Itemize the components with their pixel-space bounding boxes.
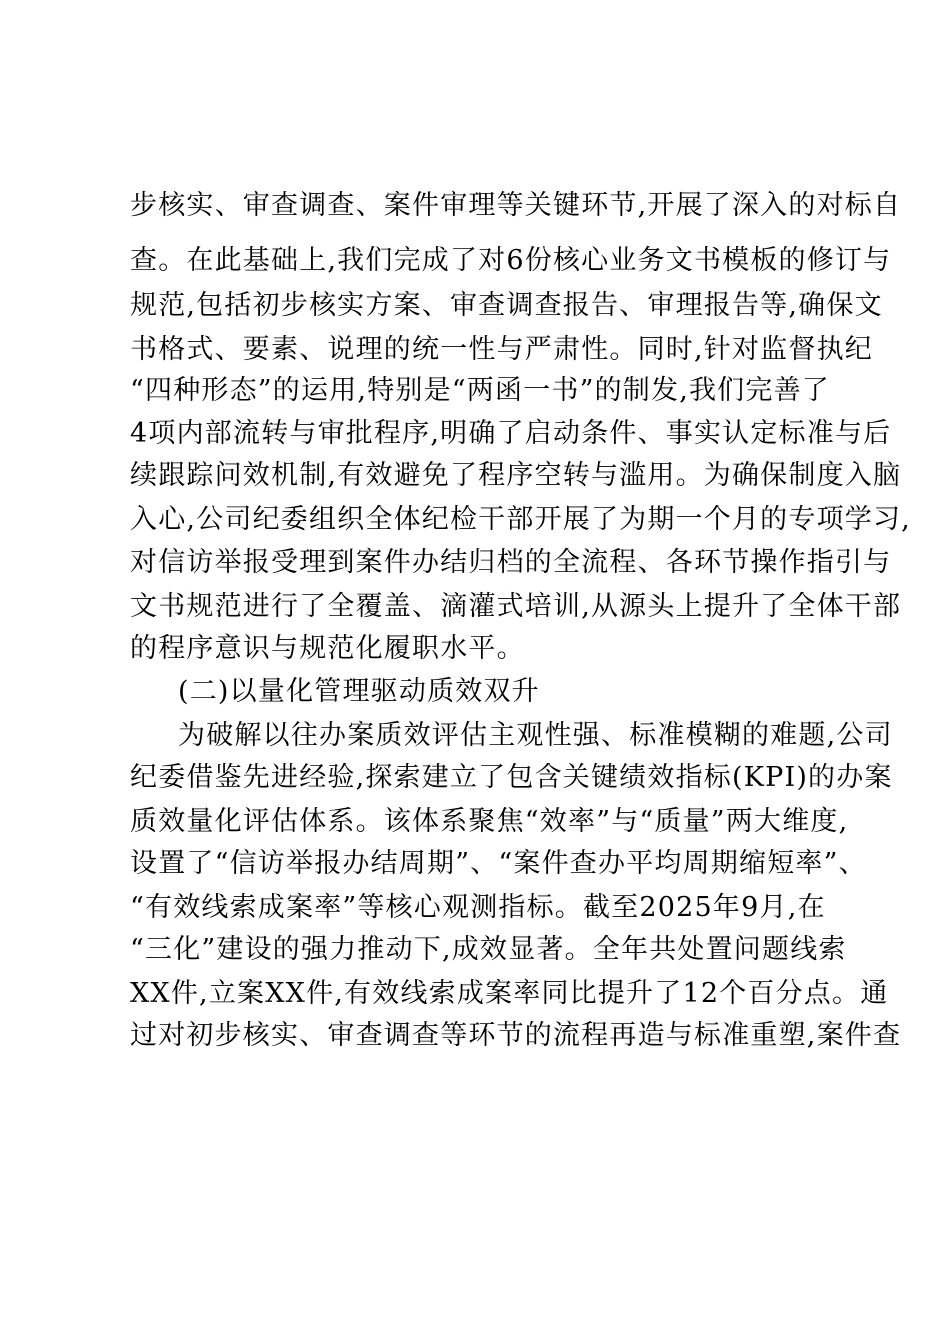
text-line: XX件,立案XX件,有效线索成案率同比提升了12个百分点。通 xyxy=(130,978,889,1009)
text-line: 纪委借鉴先进经验,探索建立了包含关键绩效指标(KPI)的办案 xyxy=(130,762,893,793)
section-heading: (二)以量化管理驱动质效双升 xyxy=(178,676,540,707)
text-line: “四种形态”的运用,特别是“两函一书”的制发,我们完善了 xyxy=(130,375,830,406)
text-line: 的程序意识与规范化履职水平。 xyxy=(130,633,525,664)
text-line: 规范,包括初步核实方案、审查调查报告、审理报告等,确保文 xyxy=(130,290,883,321)
text-line: 4项内部流转与审批程序,明确了启动条件、事实认定标准与后 xyxy=(130,418,892,449)
text-line: 为破解以往办案质效评估主观性强、标准模糊的难题,公司 xyxy=(178,720,893,751)
text-line: 对信访举报受理到案件办结归档的全流程、各环节操作指引与 xyxy=(130,547,892,578)
text-line: 质效量化评估体系。该体系聚焦“效率”与“质量”两大维度, xyxy=(130,806,849,837)
text-line: “有效线索成案率”等核心观测指标。截至2025年9月,在 xyxy=(130,892,826,923)
text-line: 步核实、审查调查、案件审理等关键环节,开展了深入的对标自 xyxy=(130,190,902,221)
text-line: “三化”建设的强力推动下,成效显著。全年共处置问题线索 xyxy=(130,934,847,965)
text-line: 入心,公司纪委组织全体纪检干部开展了为期一个月的专项学习, xyxy=(130,504,911,535)
text-line: 过对初步核实、审查调查等环节的流程再造与标准重塑,案件查 xyxy=(130,1020,902,1051)
text-line: 设置了“信访举报办结周期”、“案件查办平均周期缩短率”、 xyxy=(130,848,867,879)
text-line: 查。在此基础上,我们完成了对6份核心业务文书模板的修订与 xyxy=(130,245,892,276)
text-line: 书格式、要素、说理的统一性与严肃性。同时,针对监督执纪 xyxy=(130,334,873,365)
text-line: 文书规范进行了全覆盖、滴灌式培训,从源头上提升了全体干部 xyxy=(130,591,902,622)
text-line: 续跟踪问效机制,有效避免了程序空转与滥用。为确保制度入脑 xyxy=(130,460,902,491)
